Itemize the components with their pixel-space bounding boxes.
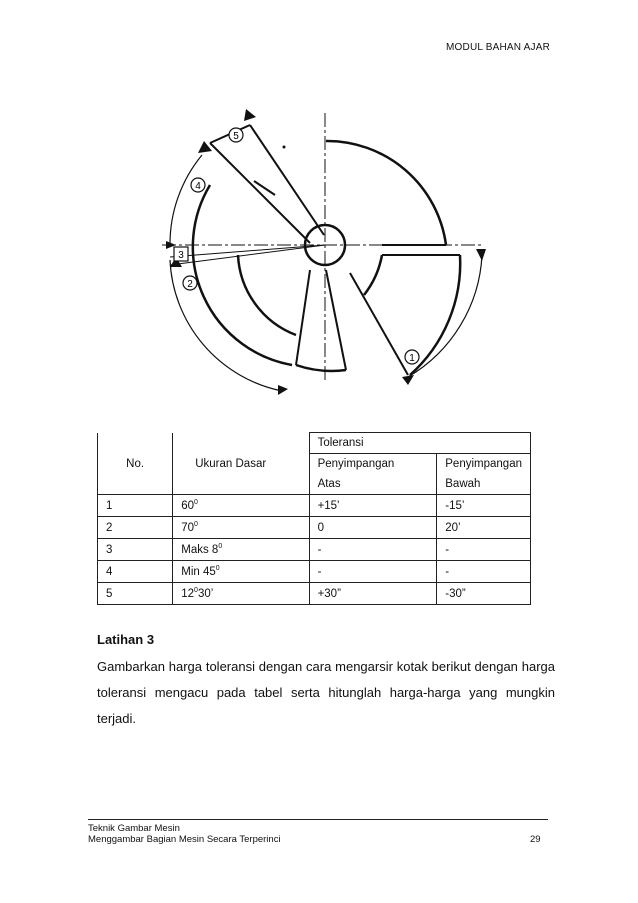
- tolerance-table: [97, 432, 531, 605]
- svg-text:2: 2: [187, 279, 193, 290]
- header-penyimpangan-bawah-2: Bawah: [437, 474, 531, 495]
- callout-5: [229, 128, 243, 142]
- row-no: 1: [98, 495, 173, 517]
- row-no: 5: [98, 583, 173, 605]
- row-bawah: -: [437, 539, 531, 561]
- row-no: 2: [98, 517, 173, 539]
- callout-4: [191, 178, 205, 192]
- inner-arc: [238, 255, 296, 335]
- row-atas: +15': [309, 495, 437, 517]
- row-atas: +30”: [309, 583, 437, 605]
- row-bawah: -15’: [437, 495, 531, 517]
- row-ukuran: $12^030$’: [173, 583, 309, 605]
- header-penyimpangan-bawah-1: Penyimpangan: [437, 454, 531, 475]
- row-ukuran: $70^0$: [173, 517, 309, 539]
- outer-circle: [326, 141, 446, 245]
- footer-divider: [88, 819, 548, 820]
- svg-text:4: 4: [195, 181, 201, 192]
- table-row: [98, 517, 531, 539]
- row-no: 3: [98, 539, 173, 561]
- table-row: [98, 561, 531, 583]
- page-number: 29: [530, 834, 541, 845]
- row-ukuran: $60^0$: [173, 495, 309, 517]
- row-atas: -: [309, 539, 437, 561]
- section-title: Latihan 3: [97, 632, 155, 647]
- inner-arc-right: [364, 255, 382, 295]
- header-penyimpangan-atas-2: Atas: [309, 474, 437, 495]
- footer-subtitle: Menggambar Bagian Mesin Secara Terperinci: [88, 834, 281, 845]
- row-atas: -: [309, 561, 437, 583]
- row-bawah: 20’: [437, 517, 531, 539]
- table-row: [98, 539, 531, 561]
- table-row: [98, 495, 531, 517]
- row-no: 4: [98, 561, 173, 583]
- header-ukuran-dasar: Ukuran Dasar: [173, 454, 309, 475]
- section-body: Gambarkan harga toleransi dengan cara mengarsir kotak berikut dengan harga toleransi mengacu pada tabel serta hitunglah harga-harga yang mungkin terjadi.: [97, 659, 555, 726]
- row-ukuran: Min $45^0$: [173, 561, 309, 583]
- callout-3: [174, 247, 188, 261]
- running-header: MODUL BAHAN AJAR: [446, 42, 550, 53]
- row-bawah: -: [437, 561, 531, 583]
- callout-2: [183, 276, 197, 290]
- header-penyimpangan-atas-1: Penyimpangan: [309, 454, 437, 475]
- callout-1: [405, 350, 419, 364]
- angle-tolerance-figure: [150, 95, 490, 415]
- row-atas: 0: [309, 517, 437, 539]
- row-ukuran: Maks $8^0$: [173, 539, 309, 561]
- svg-text:5: 5: [233, 131, 239, 142]
- svg-text:1: 1: [409, 353, 415, 364]
- svg-text:3: 3: [178, 250, 184, 261]
- table-header-row: [98, 433, 531, 454]
- row-bawah: -30”: [437, 583, 531, 605]
- header-toleransi: Toleransi: [309, 433, 530, 454]
- table-row: [98, 583, 531, 605]
- footer-course: Teknik Gambar Mesin: [88, 823, 180, 834]
- header-no: No.: [98, 454, 173, 475]
